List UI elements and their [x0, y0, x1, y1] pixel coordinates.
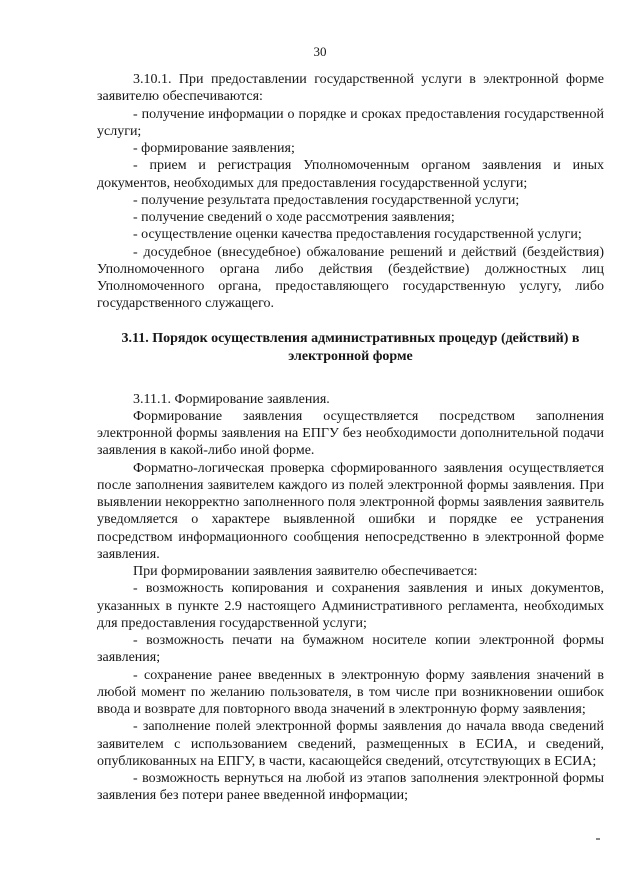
list-item: - получение сведений о ходе рассмотрения заявления;: [133, 210, 455, 225]
list-item: - возможность копирования и сохранения заявления и иных документов, указанных в пункте 2.9 настоящего Административного регламента, необходимых для предоставления государственной услуги;: [97, 581, 604, 631]
list-item: - формирование заявления;: [133, 141, 295, 156]
scan-mark: [596, 838, 600, 840]
list-item: - возможность вернуться на любой из этапов заполнения электронной формы заявления без потери ранее введенной информации;: [97, 771, 604, 804]
list-item: - сохранение ранее введенных в электронную форму заявления значений в любой момент по желанию пользователя, в том числе при возникновении ошибок ввода и возврате для повторного ввода значений в электронную форму заявления;: [97, 667, 604, 717]
paragraph: При формировании заявления заявителю обеспечивается:: [133, 564, 478, 579]
list-item: - получение информации о порядке и сроках предоставления государственной услуги;: [97, 106, 604, 139]
list-item: - возможность печати на бумажном носителе копии электронной формы заявления;: [97, 633, 604, 666]
list-item: - прием и регистрация Уполномоченным органом заявления и иных документов, необходимых для предоставления государственной услуги;: [97, 158, 604, 191]
paragraph: Формирование заявления осуществляется посредством заполнения электронной формы заявления на ЕПГУ без необходимости дополнительной подачи заявления в какой-либо иной форме.: [97, 408, 604, 459]
paragraph-3-11-1: 3.11.1. Формирование заявления.: [133, 391, 330, 407]
paragraph-3-10-1: 3.10.1. При предоставлении государственной услуги в электронной форме заявителю обеспечиваются:: [97, 72, 604, 105]
page-number: 30: [313, 44, 327, 59]
section-heading-3-11: [97, 330, 604, 366]
list-item: - осуществление оценки качества предоставления государственной услуги;: [133, 227, 582, 243]
list-item: - получение результата предоставления государственной услуги;: [133, 192, 520, 208]
list-item: - заполнение полей электронной формы заявления до начала ввода сведений заявителем с использованием сведений, размещенных в ЕСИА, и сведений, опубликованных на ЕПГУ, в части, касающейся сведений, отсутствующих в ЕСИА;: [97, 719, 604, 769]
heading-line: 3.11. Порядок осуществления административных процедур (действий) в: [121, 330, 580, 346]
list-item: - досудебное (внесудебное) обжалование решений и действий (бездействия) Уполномоченного органа либо действия (бездействие) должностных лиц Уполномоченного органа, предоставляющего государственную услугу, либо государственного служащего.: [97, 244, 604, 312]
document-body: [97, 71, 604, 805]
heading-line: электронной форме: [288, 348, 413, 364]
paragraph: Форматно-логическая проверка сформированного заявления осуществляется после заполнения заявителем каждого из полей электронной формы заявления. При выявлении некорректно заполненного поля электронной формы заявления заявитель уведомляется о характере выявленной ошибки и порядке ее устранения посредством информационного сообщения непосредственно в электронной форме заявления.: [97, 460, 604, 562]
